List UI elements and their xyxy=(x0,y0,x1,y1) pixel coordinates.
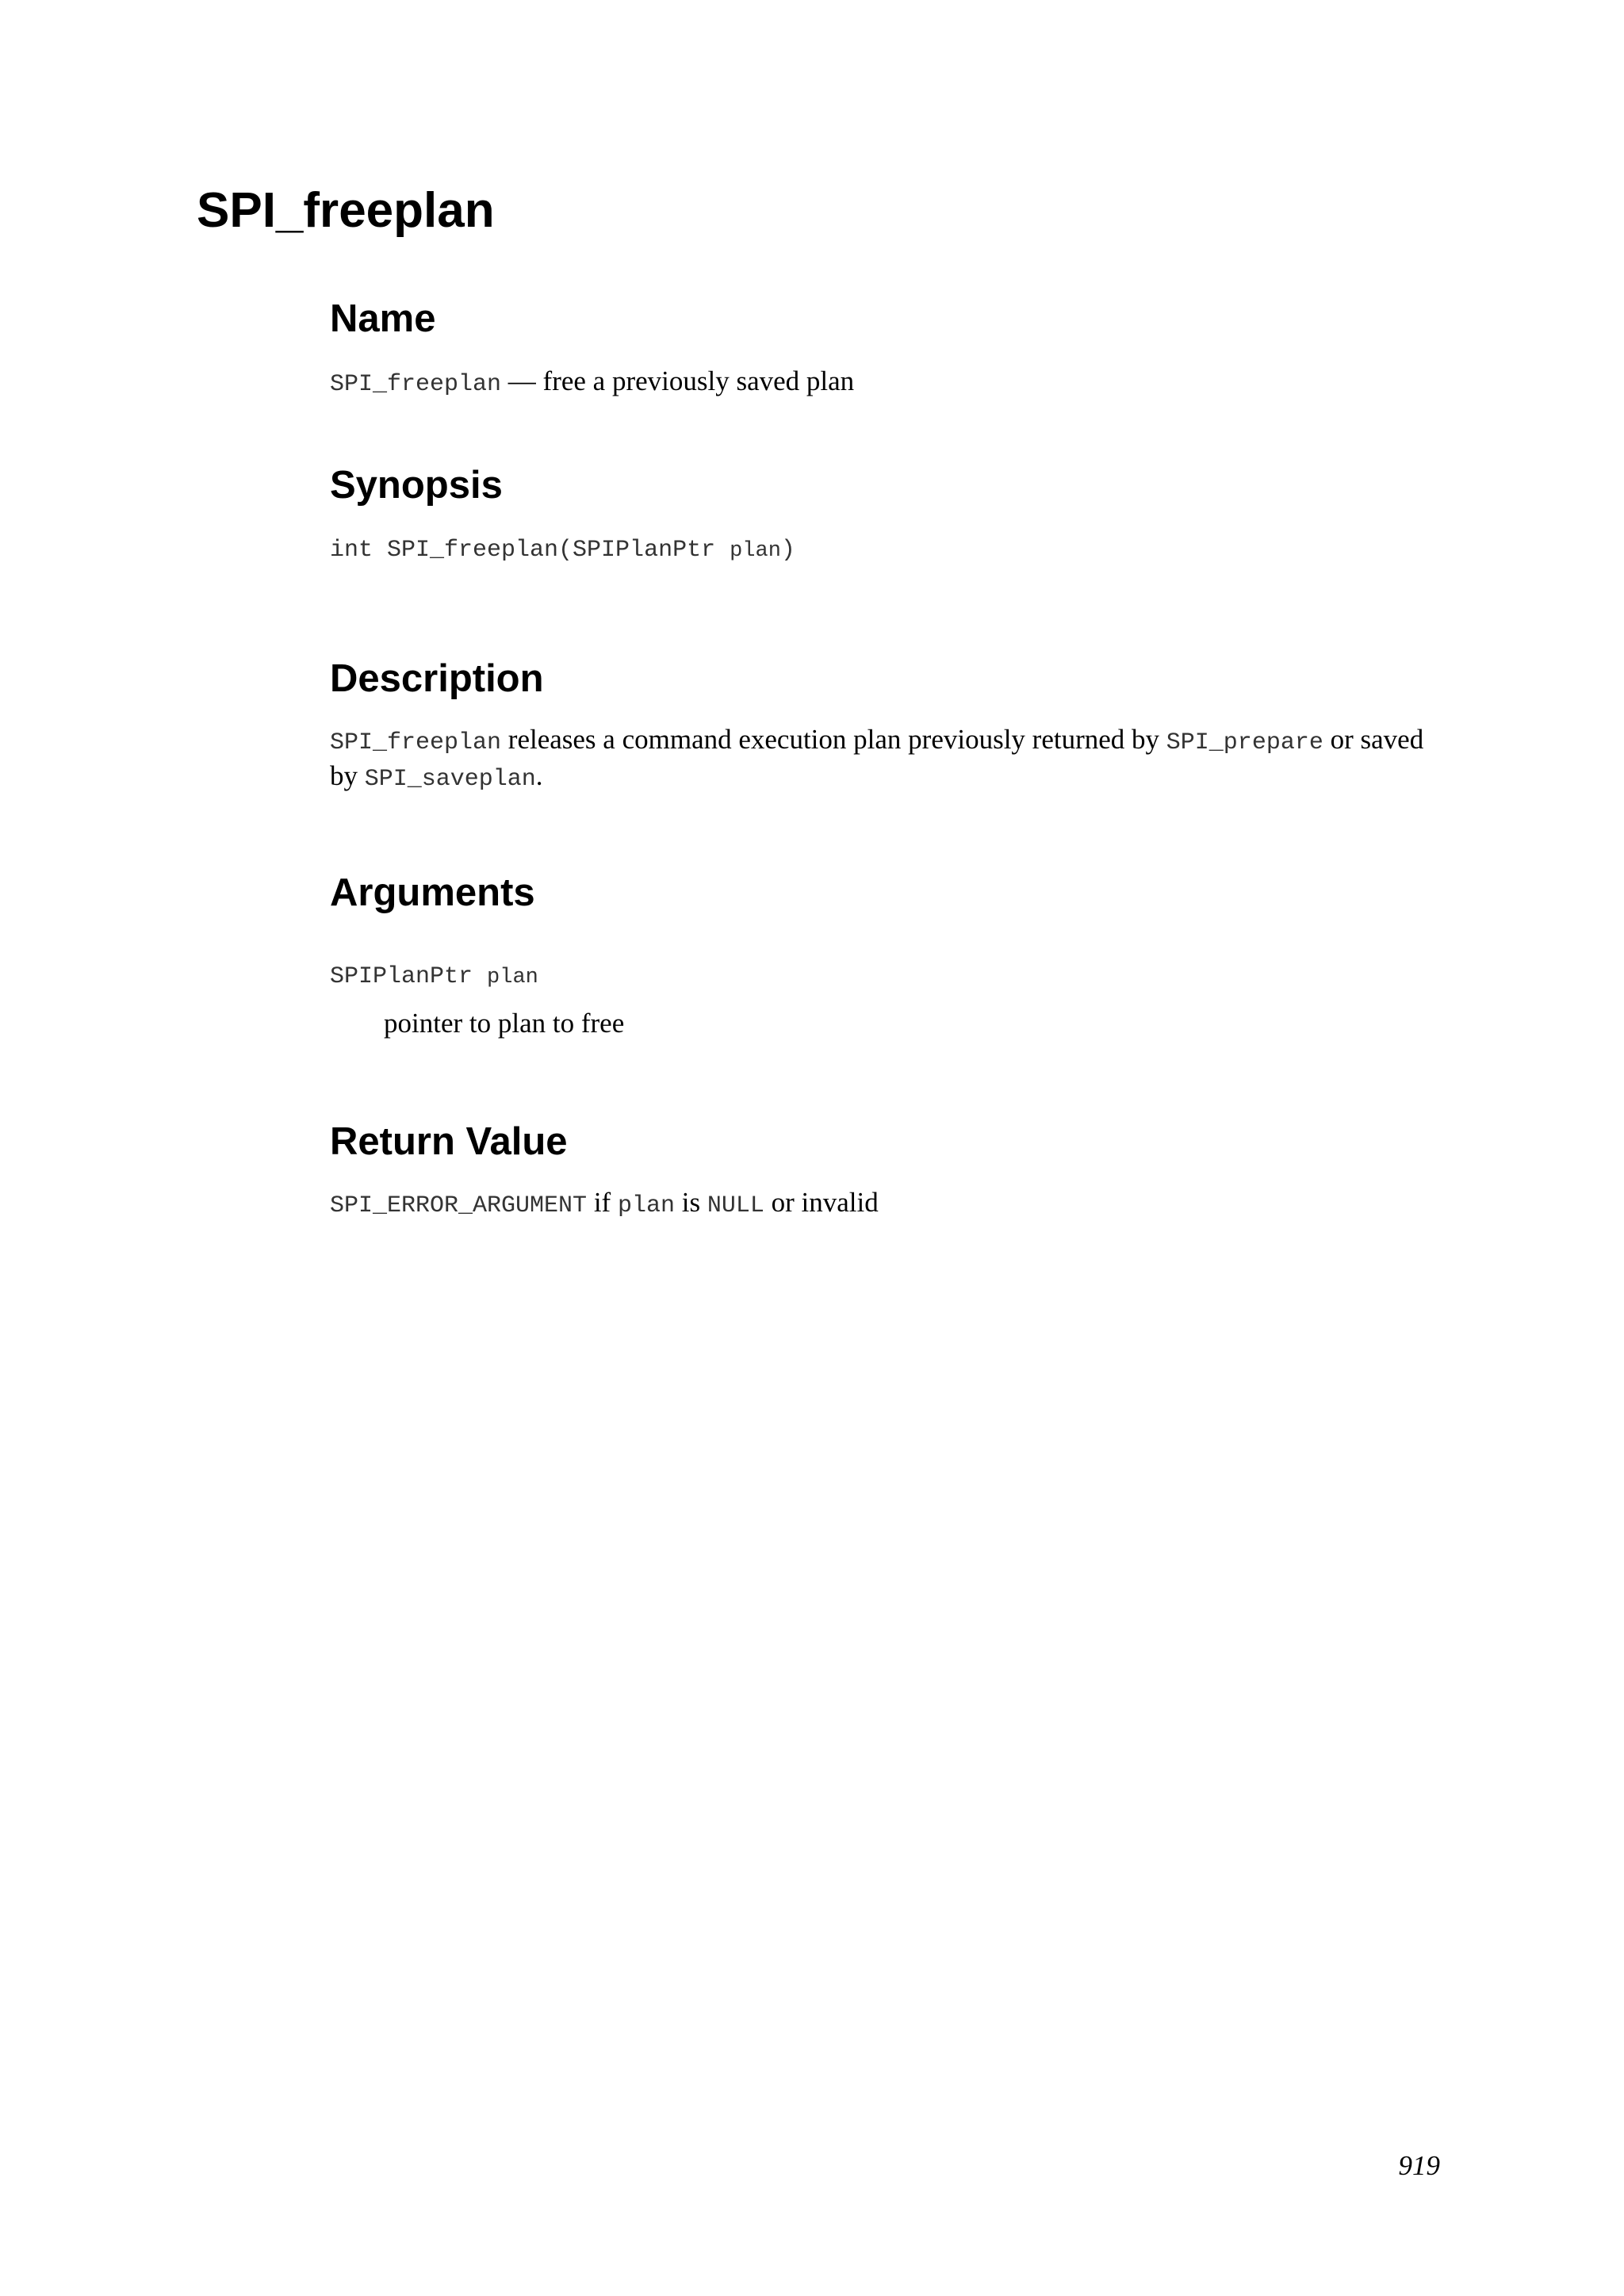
signature-param: plan xyxy=(730,539,781,563)
description-line-1 xyxy=(330,721,1423,761)
function-purpose: — free a previously saved plan xyxy=(501,365,855,396)
return-code-plan: plan xyxy=(617,1192,675,1219)
description-text: or saved xyxy=(1323,724,1424,755)
description-line-2 xyxy=(330,758,543,798)
return-text: is xyxy=(674,1187,707,1218)
return-code-null: NULL xyxy=(707,1192,764,1219)
argument-param: plan xyxy=(487,966,538,989)
description-code-spi-prepare: SPI_prepare xyxy=(1166,729,1323,756)
argument-definition: pointer to plan to free xyxy=(384,1008,625,1039)
description-code-spi-saveplan: SPI_saveplan xyxy=(364,766,536,793)
description-code-spi-freeplan: SPI_freeplan xyxy=(330,729,502,756)
function-name-code: SPI_freeplan xyxy=(330,371,502,398)
argument-type: SPIPlanPtr xyxy=(330,963,488,990)
return-value-line xyxy=(330,1184,879,1224)
signature-prefix: int SPI_freeplan(SPIPlanPtr xyxy=(330,537,730,564)
description-text: releases a command execution plan previously returned by xyxy=(501,724,1166,755)
return-text: or invalid xyxy=(764,1187,879,1218)
description-heading: Description xyxy=(330,657,544,700)
return-value-heading: Return Value xyxy=(330,1120,568,1163)
synopsis-heading: Synopsis xyxy=(330,464,503,507)
description-text: . xyxy=(535,760,543,791)
return-code-error-argument: SPI_ERROR_ARGUMENT xyxy=(330,1192,588,1219)
synopsis-signature xyxy=(330,533,795,568)
page-title: SPI_freeplan xyxy=(197,183,495,238)
name-heading: Name xyxy=(330,297,436,340)
signature-suffix: ) xyxy=(780,537,795,564)
return-text: if xyxy=(587,1187,618,1218)
page-number: 919 xyxy=(1398,2150,1440,2181)
argument-term xyxy=(330,959,538,995)
name-line xyxy=(330,363,854,403)
description-text: by xyxy=(330,760,365,791)
arguments-heading: Arguments xyxy=(330,871,535,914)
